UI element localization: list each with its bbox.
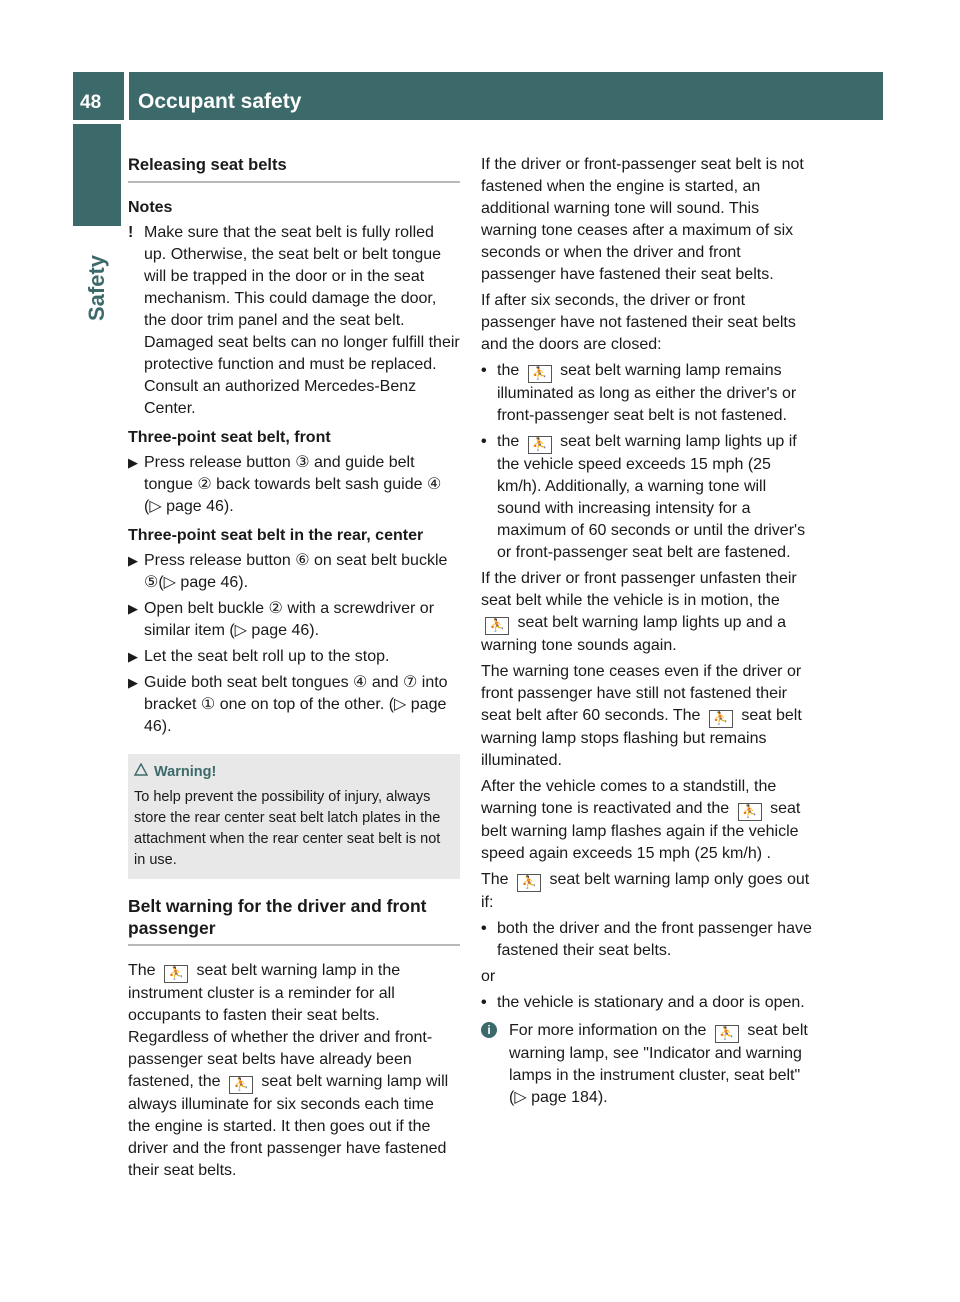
text-fragment: seat belt warning lamp, see "Indicator and warning lamps in the instrument cluster, seat belt" (▷ page 184).: [509, 1022, 808, 1106]
right-column: [481, 154, 813, 1109]
bullet-icon: •: [481, 362, 487, 379]
paragraph: [481, 776, 813, 865]
warning-title-row: [134, 762, 454, 783]
text-fragment: The: [128, 962, 156, 979]
seat-belt-warning-icon: ⛹: [229, 1076, 253, 1094]
heading-releasing-seat-belts: Releasing seat belts: [128, 154, 460, 183]
bullet-item: [481, 918, 813, 962]
seat-belt-warning-icon: ⛹: [738, 803, 762, 821]
or-text: or: [481, 968, 496, 985]
seat-belt-warning-icon: ⛹: [164, 965, 188, 983]
seat-belt-warning-icon: ⛹: [528, 365, 552, 383]
step-arrow-icon: ▶: [128, 553, 138, 568]
bullet-icon: •: [481, 920, 487, 937]
seat-belt-warning-icon: ⛹: [709, 710, 733, 728]
text-fragment: After the vehicle comes to a standstill, the warning tone is reactivated and the: [481, 778, 777, 817]
warning-triangle-icon: [134, 762, 148, 783]
bullet-icon: •: [481, 433, 487, 450]
text-fragment: the: [497, 433, 520, 450]
info-icon: i: [481, 1022, 497, 1038]
text-fragment: If the driver or front passenger unfasten their seat belt while the vehicle is in motion, the: [481, 570, 797, 609]
warning-text: To help prevent the possibility of injury, always store the rear center seat belt latch plates in the attachment when the rear center seat belt is not in use.: [134, 789, 441, 868]
step-arrow-icon: ▶: [128, 455, 138, 470]
paragraph: [481, 661, 813, 772]
paragraph: [481, 568, 813, 657]
header-divider: [124, 72, 129, 120]
step-item: [128, 550, 460, 594]
text-fragment: seat belt warning lamp flashes again if the vehicle speed again exceeds 15 mph (25 km/h) .: [481, 800, 801, 862]
bullet-item: [481, 360, 813, 427]
text-fragment: seat belt warning lamp remains illuminated as long as either the driver's or front-passenger seat belt is not fastened.: [497, 362, 797, 424]
text-fragment: seat belt warning lamp lights up and a warning tone sounds again.: [481, 614, 787, 654]
bullet-item: [481, 992, 813, 1014]
side-label: Safety: [84, 254, 109, 322]
step-text: Let the seat belt roll up to the stop.: [144, 648, 390, 665]
step-text: Press release button ⑥ on seat belt buckle ⑤(▷ page 46).: [144, 552, 448, 591]
warning-box: [128, 754, 460, 879]
step-item: [128, 598, 460, 642]
step-text: Press release button ③ and guide belt tongue ② back towards belt sash guide ④ (▷ page 46).: [144, 454, 442, 515]
exclamation-icon: !: [128, 224, 134, 241]
note-block: [128, 222, 460, 420]
text-fragment: the: [497, 362, 520, 379]
text-fragment: seat belt warning lamp only goes out if:: [481, 871, 810, 911]
text-fragment: seat belt warning lamp in the instrument cluster is a reminder for all occupants to fasten their seat belts. Regardless of whether the driver and front-passenger seat belts have already been fastened, the: [128, 962, 433, 1090]
step-text: Guide both seat belt tongues ④ and ⑦ into bracket ① one on top of the other. (▷ page 46).: [144, 674, 448, 735]
paragraph: [128, 960, 460, 1182]
section-title: Occupant safety: [138, 90, 302, 113]
step-item: [128, 452, 460, 518]
text-fragment: both the driver and the front passenger have fastened their seat belts.: [497, 920, 812, 959]
text-fragment: The warning tone ceases even if the driver or front passenger have still not fastened their seat belt after 60 seconds. The: [481, 663, 802, 724]
bullet-icon: •: [481, 994, 487, 1011]
side-block: [73, 124, 121, 226]
step-item: [128, 646, 460, 668]
note-text: Make sure that the seat belt is fully rolled up. Otherwise, the seat belt or belt tongue will be trapped in the door or in the seat mechanism. This could damage the door, the door trim panel and the seat belt. Damaged seat belts can no longer fulfill their protective function and must be replaced. Consult an authorized Mercedes-Benz Center.: [144, 224, 460, 417]
text-fragment: seat belt warning lamp will always illuminate for six seconds each time the engine is started. It then goes out if the driver and the front passenger have fastened their seat belts.: [128, 1073, 449, 1179]
seat-belt-warning-icon: ⛹: [715, 1025, 739, 1043]
left-column: [128, 154, 460, 1186]
text-fragment: seat belt warning lamp lights up if the vehicle speed exceeds 15 mph (25 km/h). Additionally, a warning tone will sound with increasing intensity for a maximum of 60 seconds or until the driver's or front-passenger seat belt are fastened.: [497, 433, 806, 561]
step-item: [128, 672, 460, 738]
step-arrow-icon: ▶: [128, 675, 138, 690]
heading-three-point-rear: Three-point seat belt in the rear, center: [128, 527, 424, 544]
text-fragment: The: [481, 871, 509, 888]
text-fragment: For more information on the: [509, 1022, 707, 1039]
heading-three-point-front: Three-point seat belt, front: [128, 429, 331, 446]
paragraph: If after six seconds, the driver or front passenger have not fastened their seat belts and the doors are closed:: [481, 292, 796, 353]
step-text: Open belt buckle ② with a screwdriver or similar item (▷ page 46).: [144, 600, 435, 639]
step-arrow-icon: ▶: [128, 601, 138, 616]
side-tab: [73, 232, 121, 344]
paragraph: If the driver or front-passenger seat belt is not fastened when the engine is started, an additional warning tone will sound. This warning tone ceases after a maximum of six seconds or when the driver and front passenger have fastened their seat belts.: [481, 156, 804, 283]
bullet-item: [481, 431, 813, 564]
seat-belt-warning-icon: ⛹: [528, 436, 552, 454]
warning-title: Warning!: [154, 764, 217, 780]
text-fragment: seat belt warning lamp stops flashing but remains illuminated.: [481, 707, 802, 769]
info-block: [481, 1020, 813, 1109]
notes-heading: Notes: [128, 199, 173, 216]
heading-belt-warning: Belt warning for the driver and front passenger: [128, 895, 460, 946]
page-number: 48: [80, 92, 102, 113]
paragraph: [481, 869, 813, 914]
text-fragment: the vehicle is stationary and a door is open.: [497, 994, 805, 1011]
step-arrow-icon: ▶: [128, 649, 138, 664]
seat-belt-warning-icon: ⛹: [485, 617, 509, 635]
seat-belt-warning-icon: ⛹: [517, 874, 541, 892]
